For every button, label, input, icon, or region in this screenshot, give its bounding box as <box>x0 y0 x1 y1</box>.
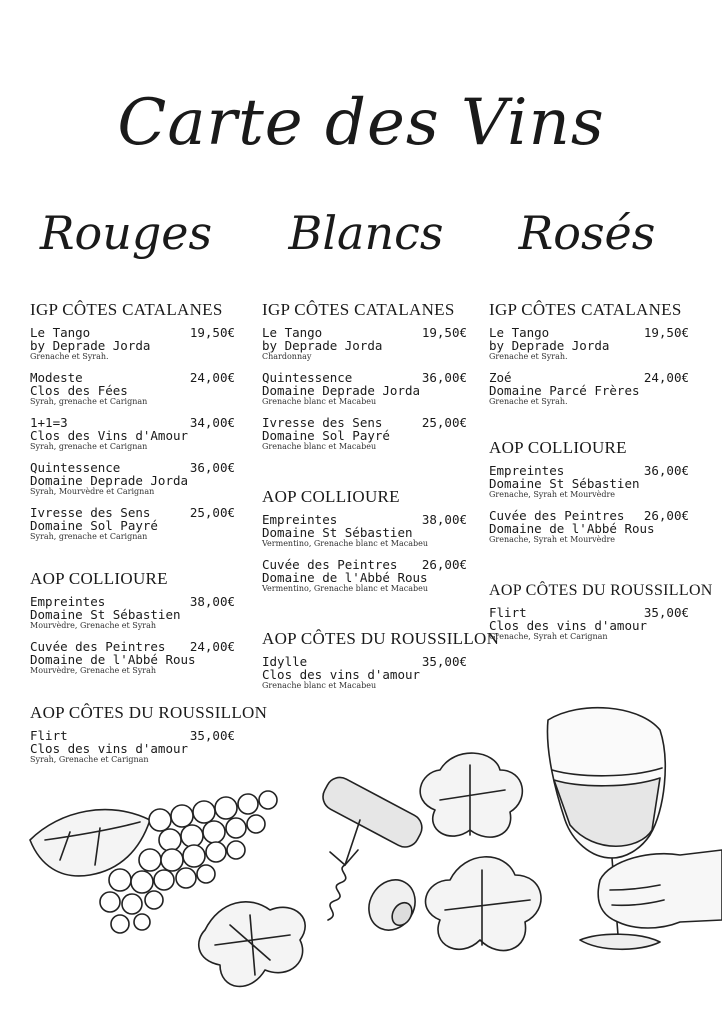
wine-price: 24,00€ <box>643 370 689 385</box>
wine-item <box>30 371 235 407</box>
wine-name: 1+1=3 <box>30 415 68 430</box>
wine-item <box>30 416 235 452</box>
wine-grapes: Vermentino, Grenache blanc et Macabeu <box>262 539 429 548</box>
wine-price: 19,50€ <box>421 325 467 340</box>
wine-price: 38,00€ <box>421 512 467 527</box>
wine-price: 36,00€ <box>189 460 235 475</box>
heading-rouges: Rouges <box>39 206 213 260</box>
section-title: AOP COLLIOURE <box>262 487 400 506</box>
wine-item <box>489 326 689 362</box>
wine-price: 24,00€ <box>189 639 235 654</box>
wine-price: 26,00€ <box>421 557 467 572</box>
wine-price: 25,00€ <box>189 505 235 520</box>
wine-price: 36,00€ <box>421 370 467 385</box>
wine-grapes: Grenache et Syrah. <box>489 397 568 406</box>
wine-producer: Clos des vins d'amour <box>30 741 189 756</box>
section-title: AOP COLLIOURE <box>30 569 168 588</box>
wine-name: Cuvée des Peintres <box>489 508 625 523</box>
wine-item <box>262 326 467 362</box>
section-title: IGP CÔTES CATALANES <box>489 300 682 319</box>
wine-illustration <box>0 700 722 1024</box>
wine-grapes: Mourvèdre, Grenache et Syrah <box>30 621 157 630</box>
wine-producer: Domaine Deprade Jorda <box>30 473 189 488</box>
wine-name: Quintessence <box>30 460 121 475</box>
wine-item <box>262 371 467 407</box>
section-title: IGP CÔTES CATALANES <box>262 300 455 319</box>
wine-item <box>489 371 689 407</box>
wine-item <box>30 326 235 362</box>
wine-name: Empreintes <box>262 512 338 527</box>
column-roses <box>489 300 713 651</box>
section-title: AOP CÔTES DU ROUSSILLON <box>262 629 500 648</box>
wine-price: 26,00€ <box>643 508 689 523</box>
wine-producer: Clos des Fées <box>30 383 128 398</box>
wine-name: Empreintes <box>30 594 106 609</box>
wine-grapes: Syrah, Grenache et Carignan <box>30 755 149 764</box>
spacer <box>262 461 467 487</box>
wine-grapes: Grenache, Syrah et Mourvèdre <box>489 535 616 544</box>
section-title: AOP COLLIOURE <box>489 438 627 457</box>
wine-name: Cuvée des Peintres <box>262 557 398 572</box>
wine-grapes: Mourvèdre, Grenache et Syrah <box>30 666 157 675</box>
wine-name: Idylle <box>262 654 308 669</box>
wine-grapes: Syrah, Mourvèdre et Carignan <box>30 487 155 496</box>
wine-item <box>262 416 467 452</box>
wine-producer: by Deprade Jorda <box>262 338 383 353</box>
wine-item <box>30 595 235 631</box>
wine-name: Flirt <box>489 605 527 620</box>
vine-leaf-icon <box>199 902 305 987</box>
wine-name: Cuvée des Peintres <box>30 639 166 654</box>
spacer <box>262 603 467 629</box>
wine-name: Quintessence <box>262 370 353 385</box>
wine-name: Empreintes <box>489 463 565 478</box>
wine-price: 35,00€ <box>643 605 689 620</box>
wine-producer: Domaine de l'Abbé Rous <box>262 570 428 585</box>
wine-item <box>30 461 235 497</box>
wine-producer: Clos des Vins d'Amour <box>30 428 189 443</box>
wine-producer: Domaine Sol Payré <box>30 518 158 533</box>
wine-producer: by Deprade Jorda <box>30 338 151 353</box>
wine-name: Flirt <box>30 728 68 743</box>
wine-item <box>262 558 467 594</box>
wine-price: 38,00€ <box>189 594 235 609</box>
wine-name: Ivresse des Sens <box>262 415 383 430</box>
wine-price: 24,00€ <box>189 370 235 385</box>
column-blancs <box>262 300 500 700</box>
wine-item <box>30 506 235 542</box>
section-title: AOP CÔTES DU ROUSSILLON <box>489 582 713 599</box>
wine-grapes: Syrah, grenache et Carignan <box>30 442 148 451</box>
wine-item <box>262 655 467 691</box>
wine-item <box>489 606 689 642</box>
wine-price: 36,00€ <box>643 463 689 478</box>
wine-name: Ivresse des Sens <box>30 505 151 520</box>
wine-grapes: Syrah, grenache et Carignan <box>30 532 148 541</box>
wine-item <box>489 464 689 500</box>
spacer <box>30 551 235 569</box>
wine-producer: Clos des vins d'amour <box>262 667 421 682</box>
wine-name: Le Tango <box>262 325 323 340</box>
cork-icon <box>360 871 424 938</box>
wine-producer: Domaine Parcé Frères <box>489 383 640 398</box>
wine-producer: by Deprade Jorda <box>489 338 610 353</box>
vine-leaf-icon <box>420 753 541 950</box>
wine-price: 35,00€ <box>421 654 467 669</box>
wine-item <box>30 640 235 676</box>
wine-producer: Domaine de l'Abbé Rous <box>489 521 655 536</box>
heading-blancs: Blancs <box>288 206 444 260</box>
wine-producer: Domaine St Sébastien <box>489 476 640 491</box>
wine-producer: Domaine St Sébastien <box>262 525 413 540</box>
wine-grapes: Grenache blanc et Macabeu <box>262 681 377 690</box>
spacer <box>489 554 689 582</box>
spacer <box>489 416 689 438</box>
heading-roses: Rosés <box>518 206 656 260</box>
wine-grapes: Syrah, grenache et Carignan <box>30 397 148 406</box>
hand-icon <box>598 850 722 928</box>
wine-item <box>489 509 689 545</box>
wine-grapes: Chardonnay <box>262 352 312 361</box>
wine-name: Le Tango <box>30 325 91 340</box>
wine-price: 25,00€ <box>421 415 467 430</box>
wine-grapes: Vermentino, Grenache blanc et Macabeu <box>262 584 429 593</box>
wine-name: Modeste <box>30 370 83 385</box>
section-title: AOP CÔTES DU ROUSSILLON <box>30 703 268 722</box>
wine-grapes: Grenache blanc et Macabeu <box>262 442 377 451</box>
wine-name: Le Tango <box>489 325 550 340</box>
wine-name: Zoé <box>489 370 512 385</box>
wine-grapes: Grenache et Syrah. <box>30 352 109 361</box>
section-title: IGP CÔTES CATALANES <box>30 300 223 319</box>
wine-item <box>262 513 467 549</box>
wine-price: 35,00€ <box>189 728 235 743</box>
wine-price: 19,50€ <box>189 325 235 340</box>
wine-producer: Domaine Sol Payré <box>262 428 390 443</box>
wine-grapes: Grenache et Syrah. <box>489 352 568 361</box>
menu-title: Carte des Vins <box>117 86 605 160</box>
wine-producer: Domaine de l'Abbé Rous <box>30 652 196 667</box>
wine-grapes: Grenache, Syrah et Mourvèdre <box>489 490 616 499</box>
wine-grapes: Grenache, Syrah et Carignan <box>489 632 608 641</box>
wine-grapes: Grenache blanc et Macabeu <box>262 397 377 406</box>
wine-producer: Domaine Deprade Jorda <box>262 383 421 398</box>
wine-producer: Clos des vins d'amour <box>489 618 648 633</box>
wine-price: 19,50€ <box>643 325 689 340</box>
wine-producer: Domaine St Sébastien <box>30 607 181 622</box>
wine-price: 34,00€ <box>189 415 235 430</box>
